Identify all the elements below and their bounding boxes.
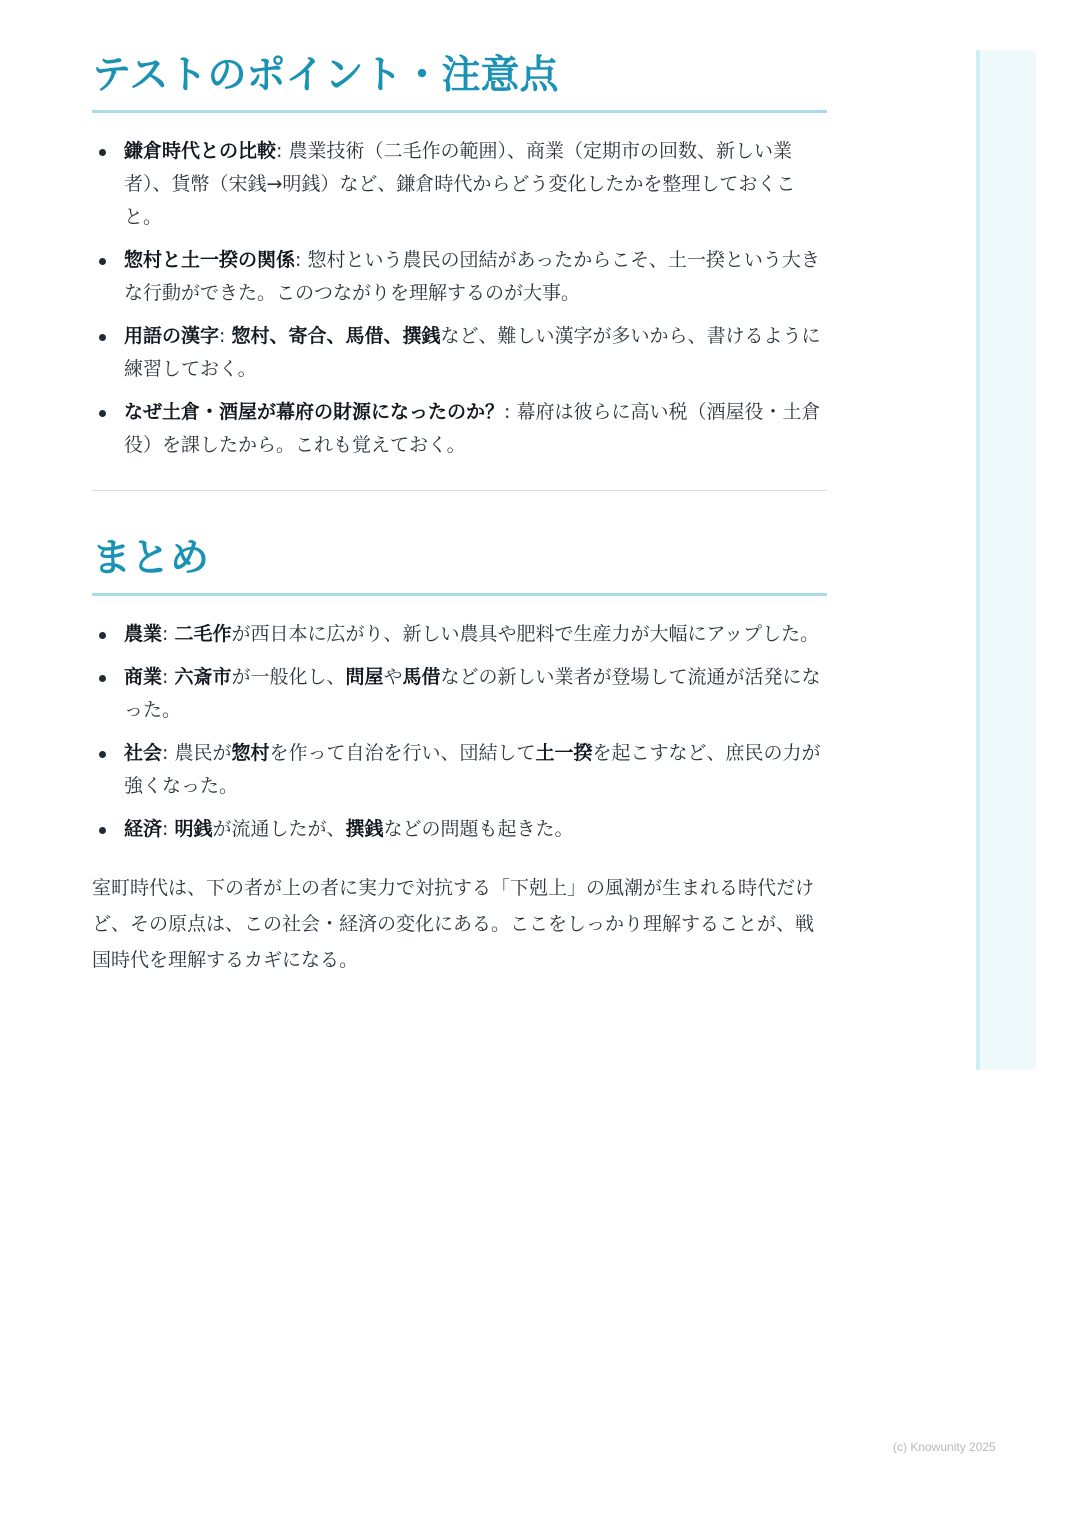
bold-term: 社会 <box>124 742 163 764</box>
item-text: : <box>162 666 175 688</box>
bullet-icon <box>99 827 106 834</box>
list-item <box>92 320 827 386</box>
list-item <box>92 661 827 727</box>
summary-title: まとめ <box>92 531 827 596</box>
bullet-icon <box>99 258 106 265</box>
list-item <box>92 618 827 651</box>
item-text: が西日本に広がり、新しい農具や肥料で生産力が大幅にアップした。 <box>231 623 820 645</box>
bold-term: 農業 <box>124 623 163 645</box>
item-text: などの問題も起きた。 <box>383 818 574 840</box>
bold-term: 惣村、寄合、馬借、撰銭 <box>231 325 441 347</box>
bold-term: 経済 <box>124 818 163 840</box>
item-text: : <box>219 325 232 347</box>
item-text: : <box>162 623 175 645</box>
bullet-icon <box>99 751 106 758</box>
item-text: : 幕府は彼らに高い税（酒屋役・土倉役）を課したから。これも覚えておく。 <box>124 401 821 456</box>
summary-closing-paragraph: 室町時代は、下の者が上の者に実力で対抗する「下剋上」の風潮が生まれる時代だけど、その原点は、この社会・経済の変化にある。ここをしっかり理解することが、戦国時代を理解するカギになる。 <box>92 877 815 971</box>
bold-term: 用語の漢字 <box>124 325 220 347</box>
list-item <box>92 135 827 234</box>
bold-term: 問屋 <box>345 666 384 688</box>
item-text: など、難しい漢字が多いから、書けるように練習しておく。 <box>124 325 821 380</box>
bold-term: なぜ土倉・酒屋が幕府の財源になったのか？ <box>124 401 505 423</box>
test-points-title: テストのポイント・注意点 <box>92 48 827 113</box>
list-item <box>92 244 827 310</box>
list-item <box>92 737 827 803</box>
copyright-footer: (c) Knowunity 2025 <box>893 1440 996 1454</box>
item-text: が流通したが、 <box>212 818 346 840</box>
item-text: を起こすなど、庶民の力が強くなった。 <box>124 742 821 797</box>
bold-term: 二毛作 <box>174 623 232 645</box>
bullet-icon <box>99 410 106 417</box>
summary-list <box>92 618 827 846</box>
bold-term: 鎌倉時代との比較 <box>124 140 277 162</box>
bullet-icon <box>99 632 106 639</box>
bold-term: 惣村と土一揆の関係 <box>124 249 296 271</box>
list-item <box>92 396 827 462</box>
bold-term: 明銭 <box>174 818 213 840</box>
main-content <box>92 48 827 997</box>
list-item <box>92 813 827 846</box>
item-text: を作って自治を行い、団結して <box>269 742 536 764</box>
bold-term: 惣村 <box>231 742 270 764</box>
test-points-list <box>92 135 827 462</box>
item-text: : <box>162 818 175 840</box>
right-sidebar-panel <box>976 50 1036 1070</box>
bold-term: 商業 <box>124 666 163 688</box>
bold-term: 土一揆 <box>535 742 593 764</box>
item-text: : 農業技術（二毛作の範囲）、商業（定期市の回数、新しい業者）、貨幣（宋銭→明銭）など、鎌倉時代からどう変化したかを整理しておくこと。 <box>124 140 796 228</box>
bold-term: 撰銭 <box>345 818 384 840</box>
section-divider <box>92 490 827 491</box>
item-text: が一般化し、 <box>231 666 346 688</box>
bullet-icon <box>99 675 106 682</box>
item-text: や <box>383 666 403 688</box>
bullet-icon <box>99 334 106 341</box>
bold-term: 馬借 <box>402 666 441 688</box>
bold-term: 六斎市 <box>174 666 232 688</box>
item-text: : 農民が <box>162 742 232 764</box>
item-text: : 惣村という農民の団結があったからこそ、土一揆という大きな行動ができた。このつながりを理解するのが大事。 <box>124 249 820 304</box>
bullet-icon <box>99 149 106 156</box>
item-text: などの新しい業者が登場して流通が活発になった。 <box>124 666 821 721</box>
